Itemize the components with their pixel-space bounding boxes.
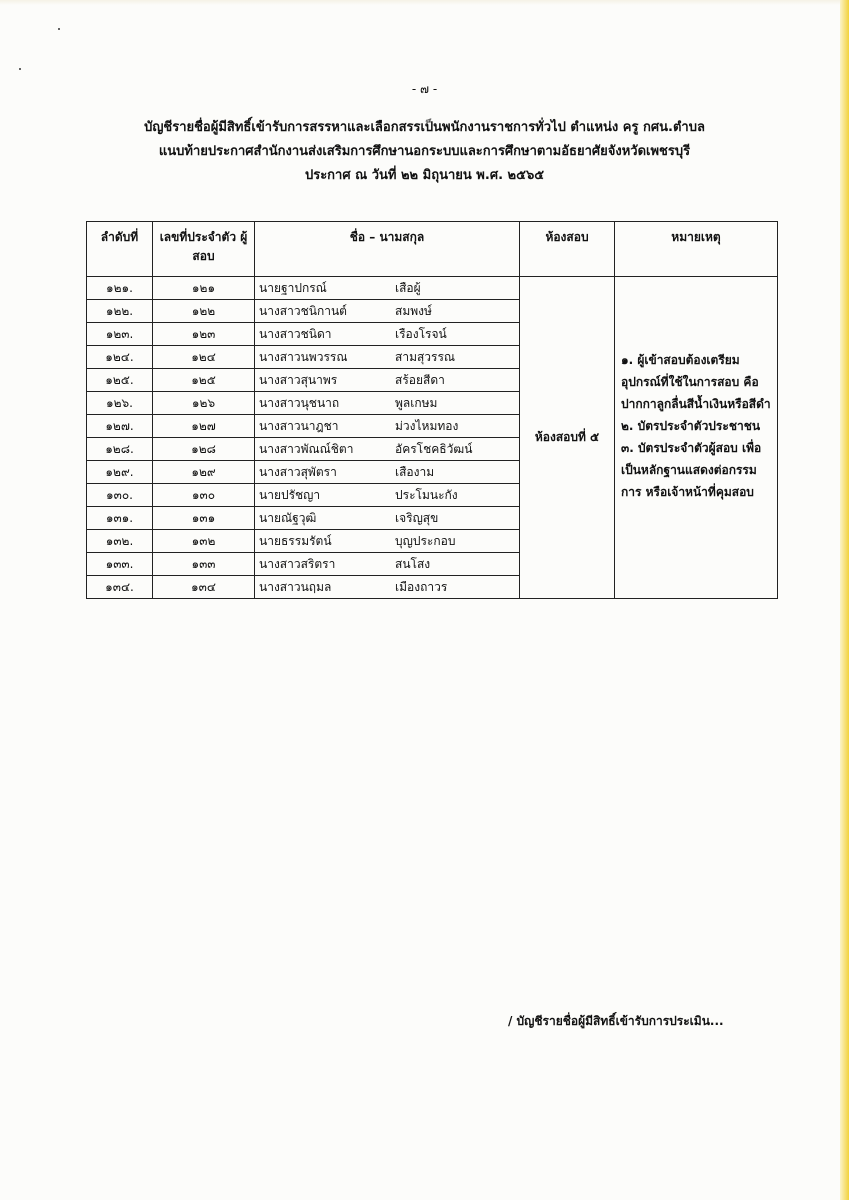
remark-item: ๓. บัตรประจำตัวผู้สอบ เพื่อเป็นหลักฐานแสดงต่อกรรมการ หรือเจ้าหน้าที่คุมสอบ	[621, 441, 762, 499]
cell-name	[255, 530, 520, 553]
cell-exam-no: ๑๒๕	[153, 369, 255, 392]
cell-name	[255, 438, 520, 461]
first-name: นางสาวชนิกานต์	[259, 303, 347, 318]
first-name: นางสาวนฤมล	[259, 579, 332, 594]
last-name: สร้อยสีดา	[395, 372, 445, 387]
last-name: ม่วงไหมทอง	[395, 418, 459, 433]
cell-seq: ๑๒๙.	[87, 461, 153, 484]
first-name: นางสาวสริตรา	[259, 556, 336, 571]
cell-seq: ๑๒๒.	[87, 300, 153, 323]
cell-name	[255, 277, 520, 300]
cell-name	[255, 346, 520, 369]
cell-name	[255, 369, 520, 392]
first-name: นางสาวสุพัตรา	[259, 464, 337, 479]
cell-exam-no: ๑๒๘	[153, 438, 255, 461]
header-remark: หมายเหตุ	[615, 222, 778, 277]
cell-exam-no: ๑๓๓	[153, 553, 255, 576]
remark-item: ๑. ผู้เข้าสอบต้องเตรียมอุปกรณ์ที่ใช้ในการสอบ คือ ปากกาลูกลื่นสีน้ำเงินหรือสีดำ	[621, 353, 771, 411]
cell-seq: ๑๓๒.	[87, 530, 153, 553]
cell-name	[255, 576, 520, 599]
heading-line-2: แนบท้ายประกาศสำนักงานส่งเสริมการศึกษานอกระบบและการศึกษาตามอัธยาศัยจังหวัดเพชรบุรี	[158, 144, 691, 159]
document-heading	[60, 116, 789, 188]
cell-seq: ๑๒๗.	[87, 415, 153, 438]
table-header-row	[87, 222, 778, 277]
last-name: ประโมนะกัง	[395, 487, 458, 502]
cell-exam-no: ๑๓๐	[153, 484, 255, 507]
continuation-note: / บัญชีรายชื่อผู้มีสิทธิ์เข้ารับการประเมิน...	[508, 1014, 724, 1028]
first-name: นางสาวนพวรรณ	[259, 349, 348, 364]
cell-name	[255, 415, 520, 438]
last-name: สนโสง	[395, 556, 431, 571]
first-name: นายฐาปกรณ์	[259, 280, 327, 295]
cell-name	[255, 323, 520, 346]
table-row	[87, 277, 778, 300]
header-room: ห้องสอบ	[520, 222, 615, 277]
scan-top-edge	[0, 0, 849, 5]
heading-line-3: ประกาศ ณ วันที่ ๒๒ มิถุนายน พ.ศ. ๒๕๖๕	[304, 168, 545, 183]
cell-exam-no: ๑๓๒	[153, 530, 255, 553]
cell-exam-no: ๑๒๙	[153, 461, 255, 484]
scan-right-edge	[840, 0, 849, 1200]
last-name: เสือผู้	[395, 280, 421, 295]
cell-name	[255, 300, 520, 323]
page-number: - ๗ -	[411, 82, 438, 96]
cell-name	[255, 553, 520, 576]
cell-exam-no: ๑๒๔	[153, 346, 255, 369]
first-name: นางสาวนาฎชา	[259, 418, 339, 433]
cell-seq: ๑๒๕.	[87, 369, 153, 392]
cell-name	[255, 484, 520, 507]
last-name: สามสุวรรณ	[395, 349, 456, 364]
cell-room: ห้องสอบที่ ๕	[520, 277, 615, 599]
cell-exam-no: ๑๒๖	[153, 392, 255, 415]
header-seq: ลำดับที่	[87, 222, 153, 277]
scan-speck	[58, 28, 60, 30]
candidate-table	[86, 221, 778, 599]
cell-name	[255, 392, 520, 415]
remark-item: ๒. บัตรประจำตัวประชาชน	[621, 419, 761, 433]
last-name: สมพงษ์	[395, 303, 432, 318]
last-name: เจริญสุข	[395, 510, 439, 525]
cell-seq: ๑๒๘.	[87, 438, 153, 461]
cell-seq: ๑๓๐.	[87, 484, 153, 507]
last-name: อัครโชคธิวัฒน์	[395, 441, 473, 456]
cell-seq: ๑๓๑.	[87, 507, 153, 530]
scan-speck	[19, 68, 21, 70]
last-name: เรืองโรจน์	[395, 326, 447, 341]
last-name: เมืองถาวร	[395, 579, 448, 594]
first-name: นายปรัชญา	[259, 487, 321, 502]
cell-seq: ๑๒๔.	[87, 346, 153, 369]
first-name: นางสาวชนิดา	[259, 326, 332, 341]
cell-name	[255, 507, 520, 530]
cell-seq: ๑๒๑.	[87, 277, 153, 300]
cell-seq: ๑๓๓.	[87, 553, 153, 576]
first-name: นายธรรมรัตน์	[259, 533, 332, 548]
cell-remarks	[615, 277, 778, 599]
cell-exam-no: ๑๒๑	[153, 277, 255, 300]
cell-exam-no: ๑๓๔	[153, 576, 255, 599]
last-name: พูลเกษม	[395, 395, 438, 410]
heading-line-1: บัญชีรายชื่อผู้มีสิทธิ์เข้ารับการสรรหาและเลือกสรรเป็นพนักงานราชการทั่วไป ตำแหน่ง ครู กศน.ตำบล	[144, 120, 705, 135]
last-name: บุญประกอบ	[395, 533, 456, 548]
header-exam-no: เลขที่ประจำตัว ผู้สอบ	[153, 222, 255, 277]
first-name: นางสาวนุชนาถ	[259, 395, 340, 410]
cell-seq: ๑๒๖.	[87, 392, 153, 415]
cell-exam-no: ๑๒๓	[153, 323, 255, 346]
cell-seq: ๑๓๔.	[87, 576, 153, 599]
first-name: นายณัฐวุฒิ	[259, 510, 317, 525]
last-name: เสืองาม	[395, 464, 435, 479]
cell-name	[255, 461, 520, 484]
cell-exam-no: ๑๒๒	[153, 300, 255, 323]
cell-seq: ๑๒๓.	[87, 323, 153, 346]
first-name: นางสาวสุนาพร	[259, 372, 338, 387]
cell-exam-no: ๑๒๗	[153, 415, 255, 438]
cell-exam-no: ๑๓๑	[153, 507, 255, 530]
header-name: ชื่อ – นามสกุล	[255, 222, 520, 277]
first-name: นางสาวพัณณ์ชิตา	[259, 441, 354, 456]
